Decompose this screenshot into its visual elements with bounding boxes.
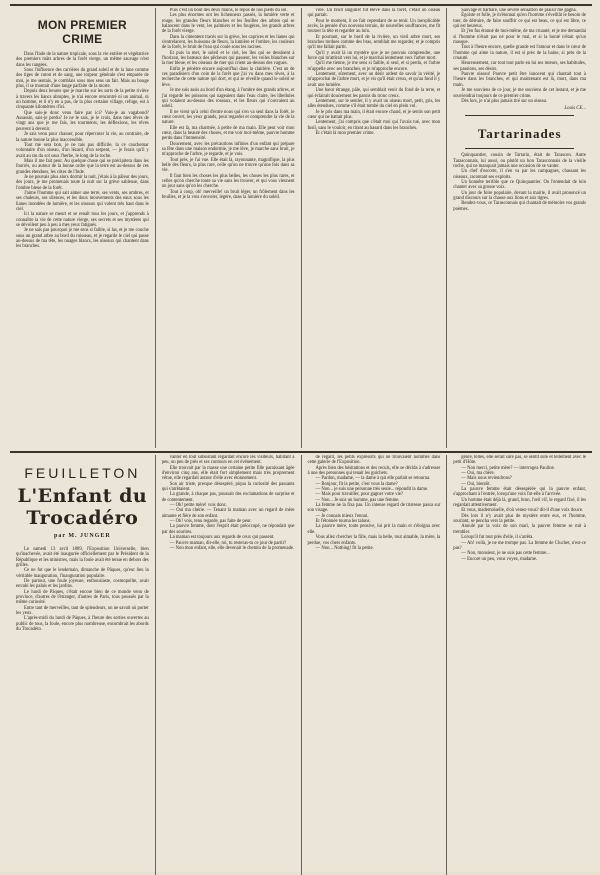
paragraph: Sauvage et barbare, une sévère sensation de plaisir me gagna. [461, 8, 577, 13]
paragraph: vole. Un bruit singulier fut élévé dans la forêt, c'était un oiseau qui partait. [307, 8, 441, 19]
paragraph: Dans la cimentent tracés sur la grève, les caprices et les lianes qui s'entrelacent, les buissons de fleurs, la lumière et l'ombre, les couleurs de la forêt, le bruit de l'eau qui coule sous les racines. [161, 34, 295, 51]
paragraph: Qu'il me tienne, je me sens si faible, si seul, et si perdu, et l'arbre m'appelle avec ses branches, et je m'approche encore. [307, 61, 441, 72]
feuilleton-column-2 [155, 455, 301, 875]
paragraph: Je sais venu pour chasser, pour répercuter la vie, au contraire, de la nature bonne la plus inaccessible. [16, 132, 149, 143]
paragraph: Elle est là, ma charmée, à petite de ma main. Elle peut voir mon cœur, dans la beauté des choses, et me voir moi-même, pauvre homme perdu dans l'immensité. [161, 125, 295, 142]
paragraph: Et l'étonnée tourna les talons. [315, 519, 371, 525]
paragraph: Elle trouvait par la masse une certaine petite fille paraissant âgée d'environ cinq ans, elle était fort simplement mais très proprement vêtue, elle regardait autour d'elle avec étonnement. [161, 465, 295, 482]
paragraph: Les plus énormes ont les lichenneux passés, la lumière verte et rouge, les grandes fleurs blanches et les feuilles des arbres qui se balancent dans le vent, les palmiers et les fougères, les grands arbres de la forêt vierge. [161, 13, 295, 35]
paragraph: Je ne sais pas pourquoi je me sens si faible, si las, et je me couche sous un grand arbre au bord du ruisseau, et je regarde le ciel qui passe au-dessus de ma tête, les nuages blancs, les oiseaux qui chantent dans les branches. [16, 228, 149, 250]
feuilleton-section [10, 455, 592, 875]
paragraph: La grande, à chaque pas, poussait des exclamations de surprise et de contentement. [161, 492, 295, 503]
paragraph: — Mais nous reviendrons? [461, 476, 512, 482]
paragraph: Vous allez chercher la fille, mais la belle, tout aimable, la mère, la perdue, vos chers enfants. [307, 535, 441, 546]
paragraph: Je le pris dans ma main, il était encore chaud, et je sentis son petit cœur qui ne battait plus. [307, 109, 441, 120]
paragraph: Lentement, sur le sentier, il y avait un oiseau mort, petit, gris, les ailes étendues, comme s'il était tombé du ciel en plein vol. [307, 98, 441, 110]
paragraph: — Encore un peu, vous voyez, madame. [461, 556, 538, 562]
paragraph: Lentement, j'ai compris que c'était moi qui l'avais tué, avec mon fusil, sans le vouloir, en tirant au hasard dans les branches. [307, 120, 441, 131]
paragraph: Un homme était déjà là, grand, brun, l'œil vif, le regard fixé, il les regardait attentivement. [453, 497, 586, 509]
article-body [16, 52, 149, 250]
paragraph: Que sais-je donc venu faire par ici? Vais-je au vagabond? Assassin, sais-je perdu? Je ne le sais, je le crois, dans mes rêves de vingt ans que je me fais, les tourments, les déflexions, les rêves peuvent à devenir. [16, 110, 149, 132]
paragraph: Après bien des hésitations et des reculs, elle se décida à s'adresser à une des personnes qui tenait les guichets. [307, 465, 441, 477]
paragraph: — Oui, bientôt. [461, 481, 491, 487]
serial-body-continued [453, 455, 586, 562]
paragraph: — Pardon, madame, — la dame à qui elle parlait se retourna. [315, 476, 431, 482]
paragraph: Tout à coup, oh! merveille! un bruit léger, un frôlement dans les feuilles, et je la vois s'envoler, légère, dans la lumière du soleil. [161, 189, 295, 201]
paragraph: Un jour de foire populaire, devant la mairie, il avait prononcé un grand discours sur la chasse aux lions et aux tigres. [453, 190, 586, 201]
feuilleton-column-3 [301, 455, 447, 875]
paragraph: Il ne vient qu'à celui d'entre nous qui s'en va seul dans la forêt, le cœur ouvert, les yeux grands, pour regarder et comprendre la vie de la nature. [161, 109, 295, 126]
serial-body-continued [308, 455, 441, 551]
section-separator [10, 451, 592, 453]
serial-body-continued [162, 455, 295, 551]
serial-body [16, 547, 149, 633]
paragraph: — Non, monsieur, je ne suis pas cette femme... [461, 551, 550, 557]
paragraph: — Mais pour travailler, pour gagner votre vie? [315, 492, 404, 498]
paragraph: Je ne pouvais plus alors dormir la nuit, j'étais à la pâleur des jours, des jours, je me promenais toute la nuit sur la grève sableuse, dans l'ombre bleue de la forêt. [16, 174, 149, 191]
serial-author: par M. JUNGER [54, 533, 111, 539]
paragraph: L'après-midi du lundi de Pâques, à l'heure des sorties ouvertes au public de tous, la foule, encore plus nombreuse, encombrait les abords du Trocadéro. [16, 616, 149, 633]
article-body-continued [453, 8, 586, 104]
paragraph: Et j'en fus étonné de moi-même, de ma cruauté, et je me demandai si l'homme n'était pas né pour le mal, et si la bonté n'était qu'un masque. [453, 29, 587, 46]
paragraph: De partout, une foule joyeuse, enthousiaste, cosmopolite, avait envahi les palais et les jardins. [16, 579, 149, 590]
paragraph: Rendez-vous, ce Tarasconnais qui chantait de mémoire vos grands poèmes. [453, 201, 586, 212]
paragraph: Quinquantier, cousin de Tartarin, était de Tarascon. Autre Tarasconnais, lui aussi, ou plutôt un bon Tarasconnais de la vieille roche, qui ne manquait jamais une occasion de se vanter. [453, 153, 586, 169]
paragraph: Lorsqu'il fut tout près d'elle, il s'arrêta. [461, 535, 534, 541]
paragraph: Tout près, je l'ai vue. Elle était là, rayonnante, magnifique, la plus belle des fleurs, la plus rare, celle qu'on ne trouve qu'une fois dans sa vie. [161, 157, 295, 174]
top-columns [10, 8, 592, 448]
article-body-continued [308, 8, 441, 136]
paragraph: Le lundi de Pâques, c'était encore bien de ce monde venu de province, d'autres de l'étranger, d'autres de Paris, tous poussés par la même curiosité. [16, 589, 149, 606]
paragraph: La pauvre mère, toute pensive, lui prit la main et s'éloigna avec elle. [307, 524, 441, 535]
paragraph: Il faut bien les choses les plus belles, les choses les plus rares, et celles qu'on cherche toute sa vie sans les trouver, et qui vous viennent un jour sans qu'on les cherche. [161, 173, 295, 190]
article-body-continued [162, 8, 295, 200]
article-title-mon-premier-crime: MON PREMIER CRIME [37, 18, 128, 46]
paragraph: — Non... je suis une personne très seule... répondit la dame. [315, 487, 429, 493]
paragraph: Pauvre oiseau! Pauvre petit être innocent qui chantait tout à l'heure dans les branches, et qui maintenant est là, mort, dans ma main. [453, 72, 586, 88]
top-rule [10, 4, 592, 6]
paragraph: Tout à l'heure encore, quelle grande est l'amour et dans le cœur de l'homme qui aime la nature, il est si près de la haine, si près de la cruauté. [453, 45, 586, 62]
paragraph: Un honnête terrible que ce Quinquantier. On l'entendait de loin chanter avec sa grosse voix. [453, 179, 586, 191]
paragraph: Son air triste, presque désespéré, piqua la curiosité des passants qui s'arrêtaient. [161, 481, 295, 493]
paragraph: Et pourtant, sur le bord de la rivière, un vieil arbre mort, ses branches tordues comme des bras, semblait me regarder, et je compris qu'il me fallait partir. [307, 34, 441, 51]
paragraph: Je me souviens de ce jour, je me souviens de cet instant, et je me souviendrai toujours de ce premier crime. [453, 88, 586, 99]
paragraph: — Ah! voilà, je ne me trompe pas. La femme de Cluchet, n'est-ce pas? [453, 540, 586, 551]
paragraph: Égoïste et folle, je m'étonnai qu'en l'homme s'éveillât le besoin de tuer, de détruire, de faire souffrir ce qui est beau, ce qui est libre, ce qui est heureux. [453, 13, 586, 30]
paragraph: Et puis la mer, le soleil et le ciel, les îles qui se dessinent à l'horizon, les bateaux des pêcheurs qui passent, les voiles blanches sur la mer bleue, et les oiseaux de mer qui crient au-dessus des vagues. [161, 50, 295, 67]
paragraph: — Non... Nothing! fit la petite. [315, 545, 374, 551]
paragraph: La femme ne la fixa pas. Un intense regard de tristesse passa sur son visage. [307, 503, 441, 514]
paragraph: J'aime l'homme qui sait aimer une terre, ses vents, ses ombres, et ses chaleurs, ses silences, et les doux mouvements des eaux sous les lianes inondées de lumière, et les oiseaux qui volent très haut dans le ciel. [16, 190, 149, 212]
column-3 [301, 8, 447, 448]
feuilleton-label: FEUILLETON [24, 465, 141, 481]
feuilleton-column-1 [10, 455, 155, 875]
paragraph: Tout me sera bon, je ne tais pas difficile, la ce cauchemar volontaire d'un oiseau, d'un lézard, d'un serpent, — je ferais qu'il y avait au ras du sol sous l'herbe, le long de la roche. [16, 142, 149, 159]
paragraph: Annulé par la voix de son mari, la pauvre femme se mit à trembler. [453, 524, 586, 535]
paragraph: genre, telles, elle serait sûre pas, se sentit sûre et tellement avec le petit d'Hôte. [453, 455, 586, 466]
paragraph: Lentement, sûrement, avec un désir ardent de savoir la vérité, je m'approchai de l'arbre mort, et je vis qu'il était creux, et qu'au fond il y avait une lumière. [307, 72, 441, 88]
paragraph: Le samedi 13 avril 1889, l'Exposition Universelle, bien qu'inachevée, avait été inaugurée officiellement par le Président de la République et les ministres, mais la foule avait été tenue en dehors des grilles. [16, 547, 149, 569]
article-title-tartarinades: Tartarinades [477, 126, 562, 142]
paragraph: — Oh! petite mère! vois donc. [169, 503, 228, 509]
article-body-tartarinades [453, 153, 586, 212]
paragraph: Enfin je pénètre encore aujourd'hui dans la clairière. C'est un de ces paradisiers d'un coin de la forêt que j'ai vu dans mes rêves, à la recherche de cette nature qui dort, et qui se réveille quand le soleil se lève. [161, 66, 295, 88]
article-signature: Louis CE... [564, 106, 586, 112]
column-4 [446, 8, 592, 448]
paragraph: Pour le moment, il ne fait cependant de se tenir. Un inexplicable accès, la pensée d'un nouveau terrain, de nouvelles souffrances, me fit tourner la tête et regarder au loin. [307, 18, 441, 35]
paragraph: — Non... Je suis un homme, pas une femme. [315, 497, 400, 503]
paragraph: La pauvre femme, dont l'esprit était préoccupé, ne répondait que par des sourires. [161, 524, 295, 535]
paragraph: Doucement, avec les précautions infinies d'un enfant qui prépare sa fête dans une maison endormie, je me lève, je marche sans bruit, je m'approche de l'arbre, je regarde, et je vois. [161, 141, 295, 158]
paragraph: — Non mon enfant, elle, elle devenait le chemin de la promenade. [169, 545, 295, 551]
paragraph: — Non merci, petite mère? — interrogea Pauline. [461, 465, 555, 471]
feuilleton-column-4 [446, 455, 592, 875]
paragraph: La maman est toujours aux regards de ceux qui passent. [169, 535, 275, 541]
paragraph: Dès lors, je n'ai plus jamais tiré sur un oiseau. [461, 98, 548, 104]
paragraph: de regard, les petits expressifs qui ne trouvaient nommés dans cette galerie de l'Exposition. [307, 455, 441, 466]
paragraph: Ici la nature se meurt et se renaît tous les jours, et j'apprends à connaître la vie de cette nature vierge, ses secrets et ses mystères qui se dévoilent peu à peu à mes yeux fatigués. [16, 212, 149, 228]
paragraph: — Bonjour, fit la petite, c'est vous la dame? [315, 481, 398, 487]
paragraph: Et c'était là mon premier crime. [315, 130, 375, 136]
paragraph: Heureusement, car tout tout parle en lui ses mœurs, ses habitudes, ses passions, ses désirs. [453, 61, 586, 72]
paragraph: Un chef d'escorte, il s'en va par les campagnes, chassant les oiseaux, racontant ses exploits. [453, 169, 586, 180]
paragraph: — Pauvre maman, dit-elle, toi, tu resteras-tu ce jour de partir? [169, 540, 287, 546]
paragraph: Sous l'influence des carrières du grand soleil et de la lune comme des tiges de coton et de sang, une torpeur générale s'est emparée de moi, je me sentais, je comblais sous mes sens un fait. Mais au bouge plus, il se montait d'une lange parfaite de la morte. [16, 68, 149, 90]
paragraph: — Oh! vois, tenu regarde, pas faite de peur. [169, 519, 252, 525]
paragraph: Je me suis assis au bord d'un étang, à l'ombre des grands arbres, et j'ai regardé les poissons qui nageaient dans l'eau claire, les libellules qui volaient au-dessus des roseaux, et les fleurs qui s'ouvraient au soleil. [161, 88, 295, 110]
paragraph: Dès lors il n'y avait plus de mystère entre eux, et l'homme, souriant, se pencha vers la petite. [453, 513, 586, 525]
paragraph: La pauvre femme était désespérée qui la pauvre enfant, s'approchant à l'entrée, lorsqu'une voix fut-elle à l'arrivée. [453, 487, 586, 498]
title-rule [465, 115, 574, 116]
paragraph: Puis c'est un bout des deux mains, le repos de nos pieds du sol. [169, 8, 288, 13]
paragraph: vanter en tout subsistant regardait encore les visiteurs, habitant à peu, un peu de près et ses contours en cet événement. [161, 455, 295, 466]
paragraph: Entre tant de merveilles, tant de splendeurs, on ne savait où porter les yeux. [16, 605, 149, 617]
paragraph: Dans l'Inde de la nature tropicale, sous la vie entière et végétatrice des premiers mâts arbres de la forêt vierge, un même sauvage n'est dans les rangées. [16, 52, 149, 68]
paragraph: Qu'il y avait là un mystère que je ne pouvais comprendre, une force qui m'attirait vers lui, et je marchai lentement vers l'arbre mort. [307, 50, 441, 62]
column-2 [155, 8, 301, 448]
paragraph: Une lueur étrange, pâle, qui semblait venir du fond de la terre, et qui éclairait doucement les parois du tronc creux. [307, 88, 441, 99]
paragraph: Mais il me fait peur. Au quelque chose qui se précipitera dans les fourrés, ou autour de la bonne ordre que la terre est au-dessus de ces grandes étendues, les côtes de l'Inde. [16, 158, 149, 175]
paragraph: — Oui ma chérie. — Tenant la maman avec un regard de mère aimante et fière de son enfant. [161, 508, 295, 519]
title-rule [465, 148, 574, 149]
paragraph: — Je connais mieux l'ennui. [315, 513, 369, 519]
serial-title: L'Enfant du Trocadéro [17, 485, 148, 529]
paragraph: Depuis deux heures que je marche sur les sorts de la petite rivière à travers les bancs abruptes, je n'ai encore rencontré ni un animal, ni un homme, et il n'y en a pas, de la plus certaine village, refuge, est à cinquante kilomètres d'ici. [16, 89, 149, 111]
paragraph: Ce ne fut que le lendemain, dimanche de Pâques, qu'eut lieu la véritable inauguration, l'inauguration populaire. [16, 568, 149, 579]
column-1 [10, 8, 155, 448]
paragraph: — Oui, ma chère. [461, 471, 495, 477]
paragraph: Et vous, mademoiselle, d'où venez-vous? dit-il d'une voix douce. [461, 508, 584, 514]
